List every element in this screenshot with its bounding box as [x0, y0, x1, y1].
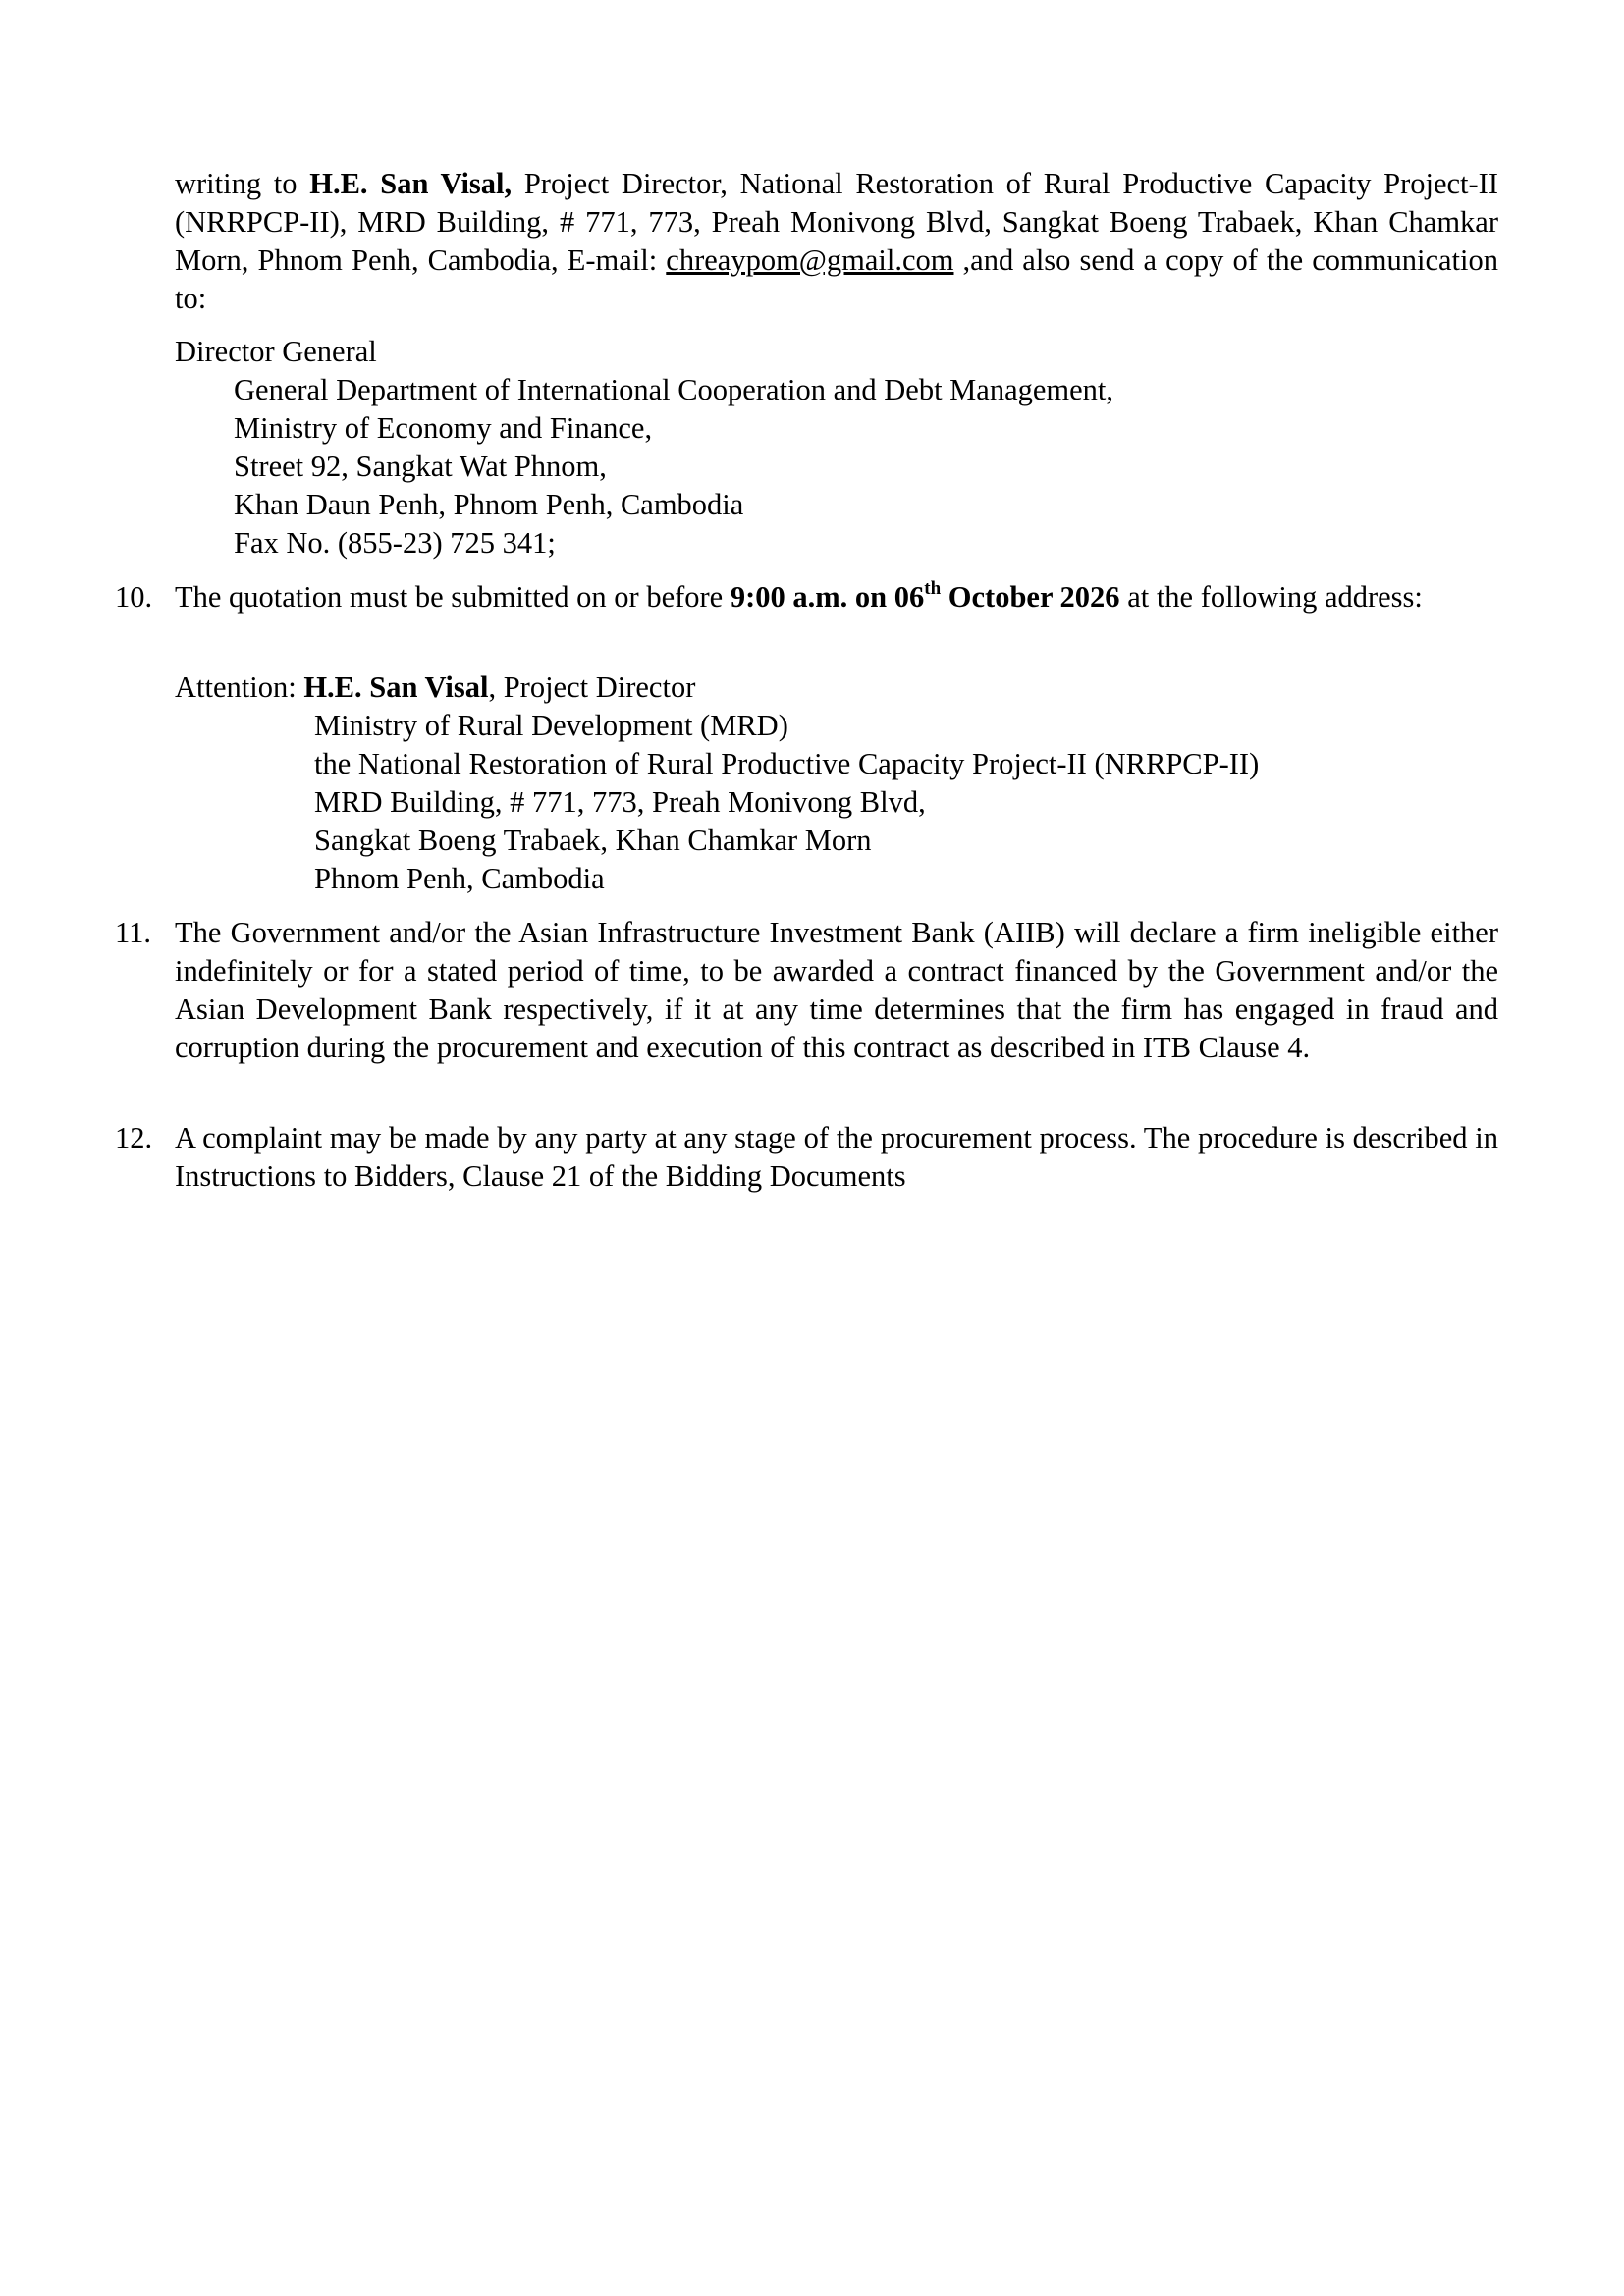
- item-10-superscript: th: [924, 577, 942, 599]
- item-11-number: 11.: [115, 916, 151, 949]
- item-10-number: 10.: [115, 580, 153, 614]
- item-10-deadline-date: October 2026: [941, 580, 1120, 614]
- item-11-text: The Government and/or the Asian Infrastructure Investment Bank (AIIB) will declare a firm ineligible either indefinitely or for a stated period of time, to be awarded a contract financed by the Government and/or the Asian Development Bank respectively, if it at any time determines that the firm has engaged in fraud and corruption during the procurement and execution of this contract as described in ITB Clause 4.: [175, 916, 1498, 1064]
- attention-line: the National Restoration of Rural Productive Capacity Project-II (NRRPCP-II): [314, 747, 1260, 780]
- attention-line: Ministry of Rural Development (MRD): [314, 709, 788, 742]
- attention-line: Phnom Penh, Cambodia: [314, 862, 605, 895]
- attention-block: [175, 668, 1498, 898]
- intro-text-2: Project Director, National Restoration of Rural Productive Capacity Project-II (NRRPCP-II), MRD Building, # 771, 773, Preah Monivong Blvd, Sangkat Boeng Trabaek, Khan Chamkar Morn, Phnom Penh, Cambodia, E-mail:: [175, 167, 1498, 277]
- item-10-deadline-time: 9:00 a.m. on 06: [730, 580, 925, 614]
- attention-line: Sangkat Boeng Trabaek, Khan Chamkar Morn: [314, 824, 872, 857]
- item-10-text-1: The quotation must be submitted on or before: [175, 580, 731, 614]
- copy-to-line: Ministry of Economy and Finance,: [234, 411, 653, 445]
- copy-to-line: Khan Daun Penh, Phnom Penh, Cambodia: [234, 488, 744, 521]
- email-link[interactable]: chreaypom@gmail.com: [666, 243, 954, 277]
- intro-name: H.E. San Visal,: [309, 167, 513, 200]
- copy-to-line: Fax No. (855-23) 725 341;: [234, 526, 556, 560]
- item-12-text: A complaint may be made by any party at any stage of the procurement process. The procedure is described in Instructions to Bidders, Clause 21 of the Bidding Documents: [175, 1121, 1498, 1193]
- intro-text-1: writing to: [175, 167, 310, 200]
- copy-to-line: Street 92, Sangkat Wat Phnom,: [234, 450, 607, 483]
- attention-line: MRD Building, # 771, 773, Preah Monivong Blvd,: [314, 785, 926, 819]
- intro-text-3: ,and also send a copy of the communication to:: [175, 243, 1498, 315]
- item-10-text: [175, 578, 1498, 616]
- copy-to-block: [175, 333, 1498, 562]
- attention-name: H.E. San Visal: [303, 670, 489, 704]
- attention-header: [175, 668, 1498, 707]
- item-12-number: 12.: [115, 1121, 153, 1154]
- intro-paragraph: [175, 165, 1498, 318]
- copy-to-line: General Department of International Cooperation and Debt Management,: [234, 373, 1114, 406]
- attention-role: , Project Director: [488, 670, 696, 704]
- item-10-text-2: at the following address:: [1119, 580, 1423, 614]
- copy-to-title: Director General: [175, 335, 377, 368]
- attention-label: Attention:: [175, 670, 304, 704]
